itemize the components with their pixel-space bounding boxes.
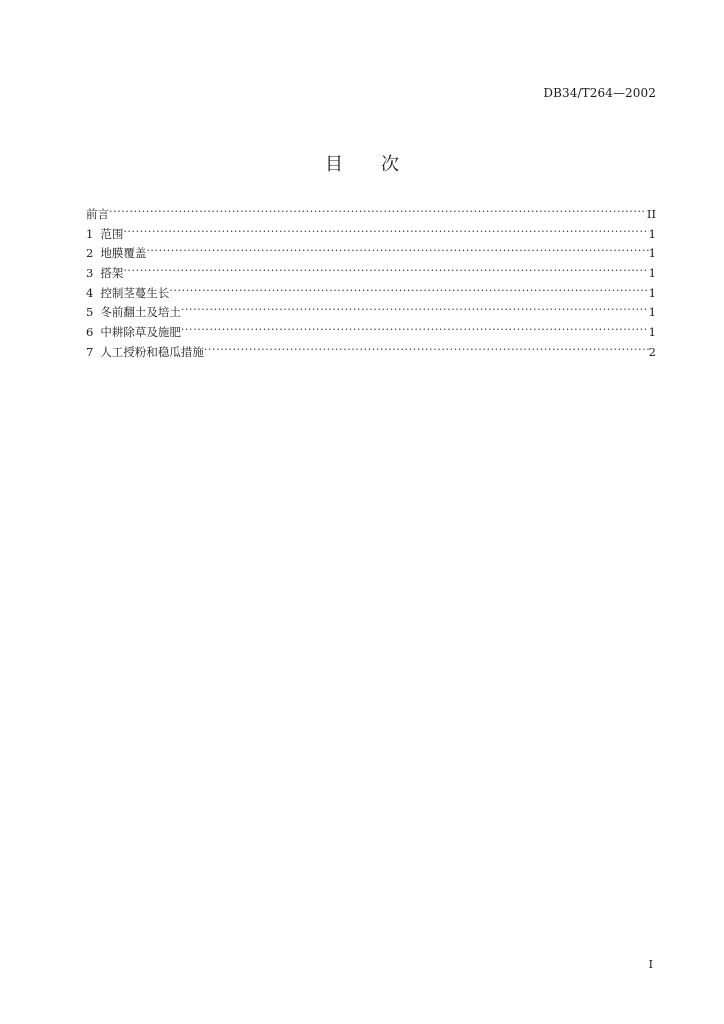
dot-leader	[181, 304, 649, 316]
toc-entry-number: 3	[86, 266, 94, 281]
toc-entry-title: 地膜覆盖	[100, 246, 147, 261]
toc-entry-number: 4	[86, 285, 94, 300]
toc-entry-title: 搭架	[100, 266, 124, 281]
toc-entry-title: 人工授粉和稳瓜措施	[100, 344, 204, 359]
toc-entry-3[interactable]	[86, 265, 656, 285]
toc-entry-page: 1	[648, 285, 656, 300]
toc-entry-number: 1	[86, 226, 94, 241]
toc-entry-title: 控制茎蔓生长	[100, 285, 170, 300]
toc-entry-title: 前言	[86, 207, 109, 221]
toc-entry-page: 1	[648, 246, 656, 261]
toc-entry-number: 2	[86, 246, 94, 261]
toc-entry-title: 中耕除草及施肥	[100, 325, 181, 340]
toc-heading	[0, 150, 724, 176]
toc-entry-page: II	[646, 207, 656, 221]
toc-entry-page: 1	[648, 226, 656, 241]
table-of-contents	[86, 206, 656, 364]
toc-entry-page: 2	[648, 344, 656, 359]
toc-entry-title: 冬前翻土及培土	[100, 305, 181, 320]
toc-entry-number: 5	[86, 305, 94, 320]
toc-heading-left: 目	[325, 154, 343, 175]
toc-entry-foreword[interactable]	[86, 206, 656, 226]
toc-entry-2[interactable]	[86, 245, 656, 265]
toc-entry-5[interactable]	[86, 304, 656, 324]
toc-entry-page: 1	[648, 325, 656, 340]
dot-leader	[146, 245, 648, 257]
document-code: DB34/T264—2002	[543, 86, 656, 100]
dot-leader	[181, 324, 649, 336]
dot-leader	[169, 285, 648, 297]
dot-leader	[109, 206, 647, 218]
toc-entry-4[interactable]	[86, 285, 656, 305]
dot-leader	[123, 265, 648, 277]
dot-leader	[204, 344, 649, 356]
page-number: I	[648, 958, 653, 971]
toc-heading-right: 次	[381, 154, 399, 175]
toc-entry-1[interactable]	[86, 226, 656, 246]
toc-entry-page: 1	[648, 305, 656, 320]
toc-entry-6[interactable]	[86, 324, 656, 344]
toc-entry-number: 7	[86, 344, 94, 359]
dot-leader	[123, 226, 648, 238]
toc-entry-page: 1	[648, 266, 656, 281]
toc-entry-7[interactable]	[86, 344, 656, 364]
toc-entry-number: 6	[86, 325, 94, 340]
toc-entry-title: 范围	[100, 226, 124, 241]
